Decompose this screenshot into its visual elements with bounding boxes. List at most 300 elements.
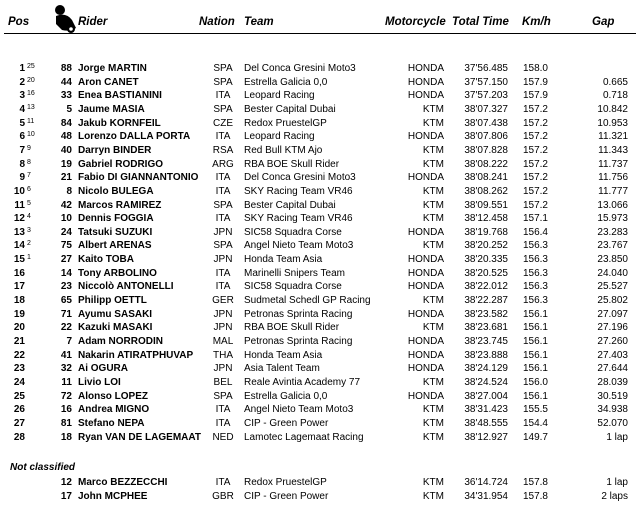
team-name: Leopard Racing — [244, 90, 315, 102]
motorcycle: KTM — [422, 158, 444, 170]
team-name: Angel Nieto Team Moto3 — [244, 404, 354, 416]
position: 28 — [13, 431, 25, 443]
gap: 30.519 — [597, 390, 628, 402]
speed-kmh: 157.2 — [522, 103, 548, 115]
team-name: Estrella Galicia 0,0 — [244, 76, 328, 88]
total-time: 38'08.262 — [464, 185, 508, 197]
team-name: Lamotec Lagemaat Racing — [244, 431, 364, 443]
speed-kmh: 157.8 — [522, 477, 548, 488]
nation: SPA — [213, 76, 233, 88]
gap: 11.343 — [598, 144, 628, 156]
table-row — [0, 376, 640, 390]
total-time: 38'23.681 — [464, 322, 508, 334]
motorcycle: HONDA — [407, 390, 444, 402]
position: 10 — [13, 185, 25, 197]
rider-name: Alonso LOPEZ — [78, 390, 148, 402]
speed-kmh: 156.3 — [522, 267, 548, 279]
table-row — [0, 144, 640, 158]
position: 1 — [19, 63, 25, 74]
team-name: Leopard Racing — [244, 131, 315, 143]
rider-number: 14 — [60, 267, 72, 279]
team-name: Petronas Sprinta Racing — [244, 308, 353, 320]
rider-number: 8 — [66, 185, 72, 197]
team-name: CIP - Green Power — [244, 417, 329, 429]
total-time: 38'09.551 — [464, 199, 508, 211]
rider-number: 32 — [60, 363, 72, 375]
rider-name: Dennis FOGGIA — [78, 213, 154, 225]
table-row — [0, 171, 640, 185]
speed-kmh: 157.2 — [522, 172, 548, 184]
rider-number: 5 — [66, 103, 72, 115]
motorcycle: HONDA — [407, 63, 444, 74]
position: 15 — [13, 254, 25, 266]
not-classified-label: Not classified — [10, 462, 76, 473]
gap: 1 lap — [606, 477, 628, 488]
total-time: 37'57.203 — [464, 90, 508, 102]
gap: 11.737 — [598, 158, 628, 170]
rider-number: 41 — [60, 349, 72, 361]
rider-number: 40 — [60, 144, 72, 156]
total-time: 38'48.555 — [464, 417, 508, 429]
header-kmh: Km/h — [522, 16, 551, 28]
speed-kmh: 156.3 — [522, 295, 548, 307]
grid-position: 20 — [27, 76, 35, 84]
grid-position: 16 — [27, 90, 35, 98]
total-time: 38'07.806 — [464, 131, 508, 143]
table-row — [0, 253, 640, 267]
nation: ITA — [215, 131, 231, 143]
team-name: Red Bull KTM Ajo — [244, 144, 323, 156]
rider-name: Marcos RAMIREZ — [78, 199, 162, 211]
motorcycle: KTM — [422, 417, 444, 429]
speed-kmh: 156.1 — [522, 336, 548, 347]
table-row — [0, 130, 640, 144]
grid-position: 13 — [27, 103, 35, 111]
position: 3 — [19, 90, 25, 102]
rider-number: 33 — [60, 90, 72, 102]
gap: 27.260 — [597, 336, 628, 347]
nation: THA — [213, 349, 233, 361]
rider-number: 27 — [60, 254, 72, 266]
total-time: 38'19.768 — [464, 226, 508, 238]
table-row — [0, 349, 640, 363]
nation: SPA — [213, 63, 233, 74]
motorcycle: HONDA — [407, 131, 444, 143]
position: 17 — [13, 281, 25, 293]
rider-number: 81 — [60, 417, 72, 429]
gap: 13.066 — [597, 199, 628, 211]
grid-position: 1 — [27, 254, 31, 262]
rider-number: 24 — [60, 226, 72, 238]
gap: 24.040 — [597, 267, 628, 279]
table-row — [0, 403, 640, 417]
rider-number: 44 — [60, 76, 72, 88]
table-row — [0, 321, 640, 335]
rider-number: 22 — [60, 322, 72, 334]
table-row — [0, 76, 640, 90]
rider-name: Lorenzo DALLA PORTA — [78, 131, 191, 143]
rider-name: Stefano NEPA — [78, 417, 145, 429]
position: 19 — [13, 308, 25, 320]
rider-number: 42 — [60, 199, 72, 211]
total-time: 38'24.524 — [464, 376, 508, 388]
speed-kmh: 157.9 — [522, 76, 548, 88]
gap: 27.097 — [597, 308, 628, 320]
motorcycle: HONDA — [407, 349, 444, 361]
nation: BEL — [213, 376, 233, 388]
total-time: 38'22.012 — [464, 281, 508, 293]
total-time: 38'08.241 — [464, 172, 508, 184]
nation: SPA — [213, 390, 233, 402]
header-team: Team — [244, 16, 274, 28]
motorcycle: KTM — [422, 185, 444, 197]
team-name: Reale Avintia Academy 77 — [244, 376, 361, 388]
nation: RSA — [212, 144, 234, 156]
nation: JPN — [213, 226, 233, 238]
table-row — [0, 431, 640, 445]
position: 2 — [19, 76, 25, 88]
table-row — [0, 390, 640, 404]
rider-name: Tatsuki SUZUKI — [78, 226, 153, 238]
rider-name: Philipp OETTL — [78, 295, 147, 307]
team-name: SKY Racing Team VR46 — [244, 213, 353, 225]
rider-name: Jaume MASIA — [78, 103, 145, 115]
rider-name: Gabriel RODRIGO — [78, 158, 164, 170]
team-name: Angel Nieto Team Moto3 — [244, 240, 354, 252]
team-name: Bester Capital Dubai — [244, 103, 336, 115]
speed-kmh: 156.1 — [522, 308, 548, 320]
rider-name: Ai OGURA — [78, 363, 128, 375]
header-nation: Nation — [199, 16, 235, 28]
rider-number: 23 — [60, 281, 72, 293]
speed-kmh: 155.5 — [522, 404, 548, 416]
total-time: 38'23.582 — [464, 308, 508, 320]
speed-kmh: 156.0 — [522, 376, 548, 388]
motorcycle: HONDA — [407, 308, 444, 320]
gap: 25.802 — [597, 295, 628, 307]
total-time: 38'23.745 — [464, 336, 508, 347]
rider-name: Niccolò ANTONELLI — [78, 281, 174, 293]
gap: 27.196 — [597, 322, 628, 334]
table-row — [0, 335, 640, 349]
motorcycle: HONDA — [407, 76, 444, 88]
rider-number: 21 — [60, 172, 72, 184]
motorcycle: HONDA — [407, 254, 444, 266]
speed-kmh: 157.2 — [522, 144, 548, 156]
nation: JPN — [213, 308, 233, 320]
nation: CZE — [213, 117, 233, 129]
team-name: Petronas Sprinta Racing — [244, 336, 353, 347]
motorcycle: KTM — [422, 144, 444, 156]
header-divider — [4, 33, 636, 34]
team-name: Estrella Galicia 0,0 — [244, 390, 328, 402]
grid-position: 9 — [27, 144, 31, 152]
position: 4 — [19, 103, 25, 115]
position: 24 — [13, 376, 25, 388]
team-name: Redox PruestelGP — [244, 477, 327, 488]
gap: 28.039 — [597, 376, 628, 388]
table-row — [0, 199, 640, 213]
header-motorcycle: Motorcycle — [385, 16, 446, 28]
gap: 1 lap — [606, 431, 628, 443]
nation: JPN — [213, 363, 233, 375]
position: 23 — [13, 363, 25, 375]
speed-kmh: 157.2 — [522, 131, 548, 143]
rider-name: Andrea MIGNO — [78, 404, 150, 416]
position: 16 — [13, 267, 25, 279]
rider-name: Nakarin ATIRATPHUVAP — [78, 349, 194, 361]
rider-name: Ryan VAN DE LAGEMAAT — [78, 431, 201, 443]
team-name: Honda Team Asia — [244, 254, 323, 266]
team-name: RBA BOE Skull Rider — [244, 322, 340, 334]
nation: ITA — [215, 90, 231, 102]
rider-number: 19 — [60, 158, 72, 170]
team-name: Sudmetal Schedl GP Racing — [244, 295, 371, 307]
total-time: 38'07.828 — [464, 144, 508, 156]
total-time: 38'22.287 — [464, 295, 508, 307]
motorcycle: HONDA — [407, 267, 444, 279]
table-row — [0, 308, 640, 322]
grid-position: 4 — [27, 213, 31, 221]
rider-name: Marco BEZZECCHI — [78, 477, 168, 488]
rider-number: 65 — [60, 295, 72, 307]
gap: 0.718 — [602, 90, 628, 102]
total-time: 38'12.458 — [464, 213, 508, 225]
position: 20 — [13, 322, 25, 334]
nation: ITA — [215, 404, 231, 416]
gap: 10.842 — [597, 103, 628, 115]
grid-position: 6 — [27, 185, 31, 193]
rider-number: 48 — [60, 131, 72, 143]
gap: 10.953 — [597, 117, 628, 129]
team-name: SKY Racing Team VR46 — [244, 185, 353, 197]
speed-kmh: 156.1 — [522, 349, 548, 361]
total-time: 38'27.004 — [464, 390, 508, 402]
gap: 11.321 — [598, 131, 628, 143]
header-total-time: Total Time — [452, 16, 509, 28]
speed-kmh: 156.1 — [522, 363, 548, 375]
rider-number: 88 — [60, 63, 72, 74]
rider-number: 18 — [60, 431, 72, 443]
total-time: 38'07.327 — [464, 103, 508, 115]
total-time: 38'20.252 — [464, 240, 508, 252]
position: 5 — [19, 117, 25, 129]
grid-position: 7 — [27, 172, 31, 180]
table-row — [0, 490, 640, 504]
position: 9 — [19, 172, 25, 184]
speed-kmh: 156.3 — [522, 240, 548, 252]
table-row — [0, 158, 640, 172]
position: 25 — [13, 390, 25, 402]
position: 27 — [13, 417, 25, 429]
grid-position: 10 — [27, 131, 35, 139]
speed-kmh: 157.2 — [522, 199, 548, 211]
nation: ITA — [215, 185, 231, 197]
rider-number: 84 — [60, 117, 72, 129]
motorcycle: KTM — [422, 477, 444, 488]
position: 11 — [14, 199, 25, 211]
speed-kmh: 149.7 — [522, 431, 548, 443]
total-time: 37'56.485 — [464, 63, 508, 74]
nation: JPN — [213, 322, 233, 334]
nation: ITA — [215, 417, 231, 429]
speed-kmh: 154.4 — [522, 417, 548, 429]
rider-name: Jakub KORNFEIL — [78, 117, 161, 129]
speed-kmh: 157.8 — [522, 490, 548, 502]
table-row — [0, 362, 640, 376]
nation: ITA — [215, 477, 231, 488]
motorcycle: KTM — [422, 240, 444, 252]
table-row — [0, 212, 640, 226]
table-row — [0, 267, 640, 281]
team-name: SIC58 Squadra Corse — [244, 226, 342, 238]
team-name: CIP - Green Power — [244, 490, 329, 502]
table-row — [0, 62, 640, 76]
total-time: 38'23.888 — [464, 349, 508, 361]
rider-number: 16 — [60, 404, 72, 416]
nation: GER — [212, 295, 234, 307]
team-name: SIC58 Squadra Corse — [244, 281, 342, 293]
header-pos: Pos — [8, 16, 30, 28]
motorcycle: KTM — [422, 322, 444, 334]
total-time: 34'31.954 — [464, 490, 508, 502]
rider-name: John MCPHEE — [78, 490, 148, 502]
table-row — [0, 239, 640, 253]
position: 22 — [13, 349, 25, 361]
position: 7 — [19, 144, 25, 156]
rider-name: Ayumu SASAKI — [78, 308, 153, 320]
rider-number: 71 — [60, 308, 72, 320]
table-row — [0, 280, 640, 294]
position: 12 — [13, 213, 25, 225]
motorcycle-rider-icon — [52, 4, 78, 34]
motorcycle: HONDA — [407, 226, 444, 238]
grid-position: 8 — [27, 158, 31, 166]
grid-position: 3 — [27, 226, 31, 234]
gap: 11.756 — [598, 172, 628, 184]
motorcycle: HONDA — [407, 336, 444, 347]
gap: 2 laps — [601, 490, 628, 502]
rider-number: 17 — [60, 490, 72, 502]
motorcycle: KTM — [422, 404, 444, 416]
total-time: 38'07.438 — [464, 117, 508, 129]
total-time: 38'24.129 — [464, 363, 508, 375]
gap: 23.283 — [597, 226, 628, 238]
nation: NED — [212, 431, 234, 443]
rider-name: Adam NORRODIN — [78, 336, 164, 347]
position: 13 — [13, 226, 25, 238]
team-name: Honda Team Asia — [244, 349, 323, 361]
position: 18 — [13, 295, 25, 307]
speed-kmh: 157.9 — [522, 90, 548, 102]
header-gap: Gap — [592, 16, 615, 28]
total-time: 38'08.222 — [464, 158, 508, 170]
total-time: 38'12.927 — [464, 431, 508, 443]
motorcycle: KTM — [422, 117, 444, 129]
team-name: Asia Talent Team — [244, 363, 320, 375]
speed-kmh: 156.4 — [522, 226, 548, 238]
motorcycle: HONDA — [407, 281, 444, 293]
total-time: 38'20.335 — [464, 254, 508, 266]
motorcycle: KTM — [422, 213, 444, 225]
motorcycle: HONDA — [407, 90, 444, 102]
rider-name: Jorge MARTIN — [78, 63, 147, 74]
grid-position: 11 — [27, 117, 35, 125]
rider-name: Aron CANET — [78, 76, 139, 88]
rider-name: Darryn BINDER — [78, 144, 152, 156]
speed-kmh: 157.2 — [522, 185, 548, 197]
motorcycle: KTM — [422, 431, 444, 443]
gap: 52.070 — [597, 417, 628, 429]
table-row — [0, 117, 640, 131]
speed-kmh: 156.3 — [522, 254, 548, 266]
table-row — [0, 476, 640, 490]
nation: ITA — [215, 281, 231, 293]
rider-number: 11 — [61, 376, 72, 388]
rider-name: Nicolo BULEGA — [78, 185, 154, 197]
nation: ITA — [215, 213, 231, 225]
rider-name: Kaito TOBA — [78, 254, 134, 266]
table-row — [0, 417, 640, 431]
gap: 23.767 — [597, 240, 628, 252]
team-name: Redox PruestelGP — [244, 117, 327, 129]
motorcycle: HONDA — [407, 172, 444, 184]
table-row — [0, 185, 640, 199]
gap: 25.527 — [597, 281, 628, 293]
total-time: 38'31.423 — [464, 404, 508, 416]
gap: 34.938 — [597, 404, 628, 416]
position: 21 — [13, 336, 25, 347]
total-time: 36'14.724 — [464, 477, 508, 488]
position: 8 — [19, 158, 25, 170]
gap: 23.850 — [597, 254, 628, 266]
speed-kmh: 156.3 — [522, 281, 548, 293]
speed-kmh: 157.2 — [522, 117, 548, 129]
speed-kmh: 157.1 — [522, 213, 548, 225]
position: 26 — [13, 404, 25, 416]
position: 14 — [13, 240, 25, 252]
table-row — [0, 89, 640, 103]
grid-position: 2 — [27, 240, 31, 248]
speed-kmh: 158.0 — [522, 63, 548, 74]
speed-kmh: 157.2 — [522, 158, 548, 170]
team-name: Marinelli Snipers Team — [244, 267, 345, 279]
motorcycle: KTM — [422, 490, 444, 502]
table-row — [0, 103, 640, 117]
motorcycle: KTM — [422, 376, 444, 388]
rider-name: Albert ARENAS — [78, 240, 152, 252]
motorcycle: KTM — [422, 199, 444, 211]
gap: 27.644 — [597, 363, 628, 375]
rider-name: Kazuki MASAKI — [78, 322, 153, 334]
nation: ARG — [212, 158, 234, 170]
motorcycle: KTM — [422, 103, 444, 115]
nation: ITA — [215, 267, 231, 279]
gap: 11.777 — [598, 185, 628, 197]
rider-name: Tony ARBOLINO — [78, 267, 157, 279]
team-name: RBA BOE Skull Rider — [244, 158, 340, 170]
nation: SPA — [213, 103, 233, 115]
rider-number: 12 — [60, 477, 72, 488]
gap: 0.665 — [602, 76, 628, 88]
team-name: Del Conca Gresini Moto3 — [244, 172, 356, 184]
rider-number: 72 — [60, 390, 72, 402]
rider-name: Fabio DI GIANNANTONIO — [78, 172, 199, 184]
nation: JPN — [213, 254, 233, 266]
rider-number: 75 — [60, 240, 72, 252]
grid-position: 25 — [27, 63, 35, 70]
grid-position: 5 — [27, 199, 31, 207]
